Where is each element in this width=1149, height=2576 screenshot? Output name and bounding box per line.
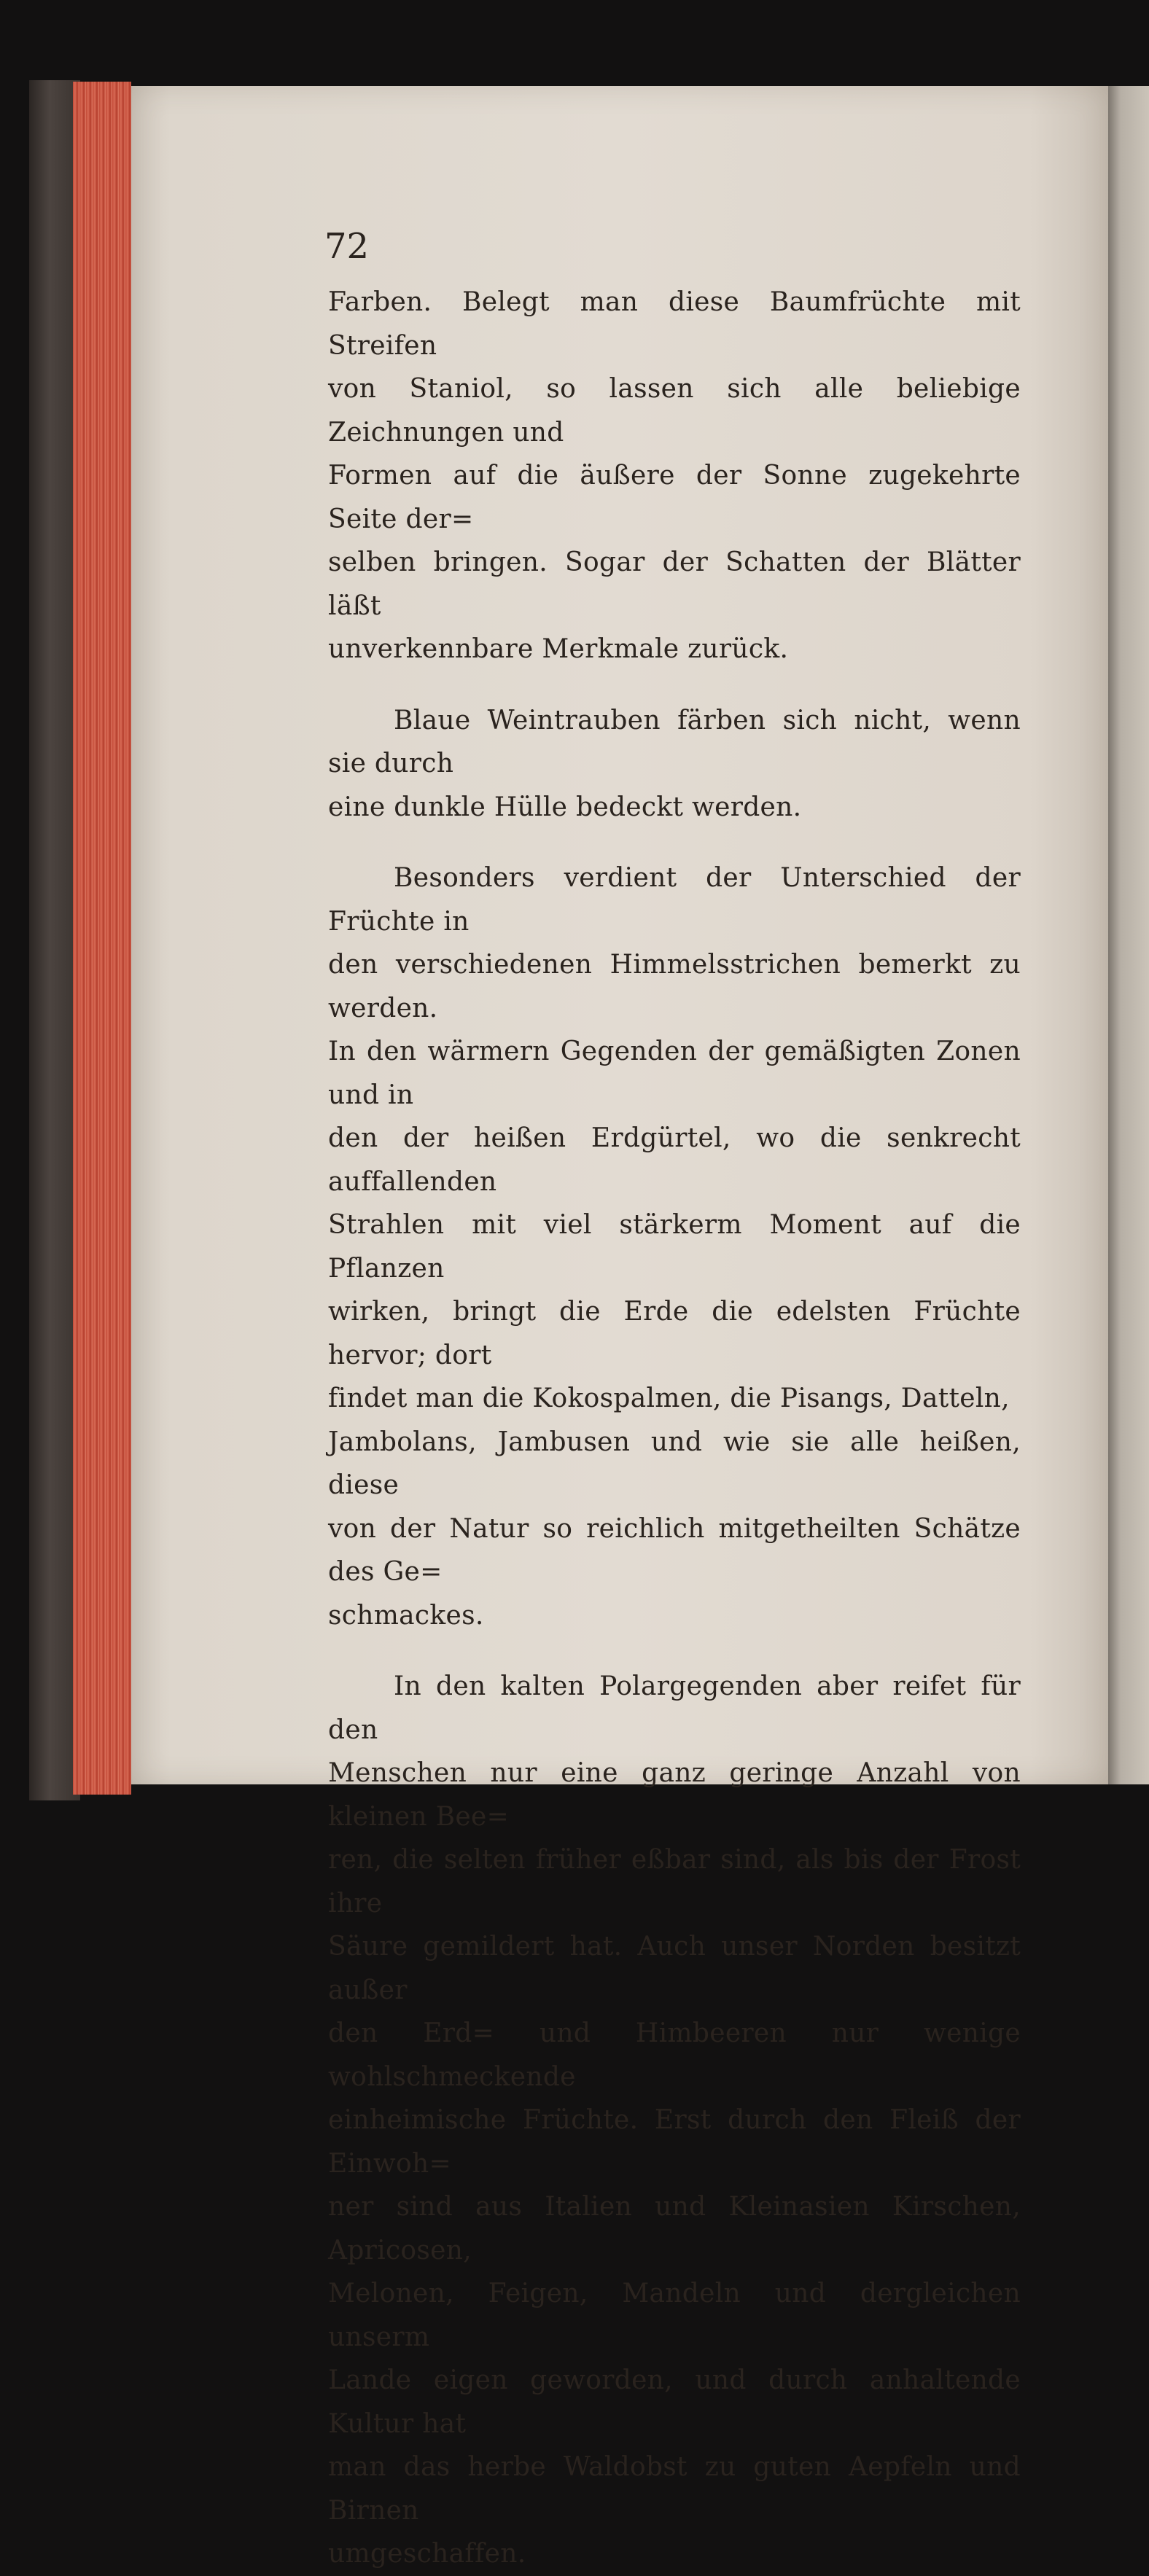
text-line: den verschiedenen Himmelsstrichen bemerkt zu werden.	[328, 950, 1021, 1023]
text-line: Jambolans, Jambusen und wie sie alle heißen, diese	[328, 1426, 1021, 1500]
text-line: den Erd= und Himbeeren nur wenige wohlschmeckende	[328, 2018, 1021, 2092]
page-number: 72	[324, 226, 370, 267]
text-line: von der Natur so reichlich mitgetheilten Schätze des Ge=	[328, 1513, 1021, 1587]
text-line: In den kalten Polargegenden aber reifet für den	[328, 1671, 1021, 1745]
text-line: Formen auf die äußere der Sonne zugekehrte Seite der=	[328, 461, 1021, 534]
text-line: Menschen nur eine ganz geringe Anzahl von kleinen Bee=	[328, 1758, 1021, 1832]
text-line: Melonen, Feigen, Mandeln und dergleichen unserm	[328, 2279, 1021, 2352]
text-line: Besonders verdient der Unterschied der Früchte in	[328, 863, 1021, 937]
text-line: ner sind aus Italien und Kleinasien Kirschen, Apricosen,	[328, 2192, 1021, 2265]
text-line: Säure gemildert hat. Auch unser Norden besitzt außer	[328, 1932, 1021, 2005]
text-line: schmackes.	[328, 1600, 484, 1631]
text-line: selben bringen. Sogar der Schatten der Blätter läßt	[328, 547, 1021, 621]
text-line: wirken, bringt die Erde die edelsten Früchte hervor; dort	[328, 1297, 1021, 1370]
text-line: Farben. Belegt man diese Baumfrüchte mit Streifen	[328, 287, 1021, 361]
text-line: eine dunkle Hülle bedeckt werden.	[328, 792, 802, 822]
red-page-edges	[73, 82, 131, 1795]
text-line: Blaue Weintrauben färben sich nicht, wenn sie durch	[328, 705, 1021, 778]
text-line: man das herbe Waldobst zu guten Aepfeln und Birnen	[328, 2452, 1021, 2526]
text-line: den der heißen Erdgürtel, wo die senkrecht auffallenden	[328, 1123, 1021, 1197]
text-line: unverkennbare Merkmale zurück.	[328, 634, 789, 664]
facing-page-edge	[1108, 86, 1149, 1784]
text-line: Strahlen mit viel stärkerm Moment auf die Pflanzen	[328, 1210, 1021, 1284]
page-text	[328, 219, 1021, 2576]
text-line: ren, die selten früher eßbar sind, als bis der Frost ihre	[328, 1845, 1021, 1919]
text-line: von Staniol, so lassen sich alle beliebige Zeichnungen und	[328, 374, 1021, 448]
text-line: findet man die Kokospalmen, die Pisangs, Datteln,	[328, 1383, 1010, 1413]
text-line: In den wärmern Gegenden der gemäßigten Zonen und in	[328, 1037, 1021, 1110]
text-line: Lande eigen geworden, und durch anhaltende Kultur hat	[328, 2365, 1021, 2439]
text-line: einheimische Früchte. Erst durch den Fleiß der Einwoh=	[328, 2105, 1021, 2179]
text-line: umgeschaffen.	[328, 2539, 526, 2569]
